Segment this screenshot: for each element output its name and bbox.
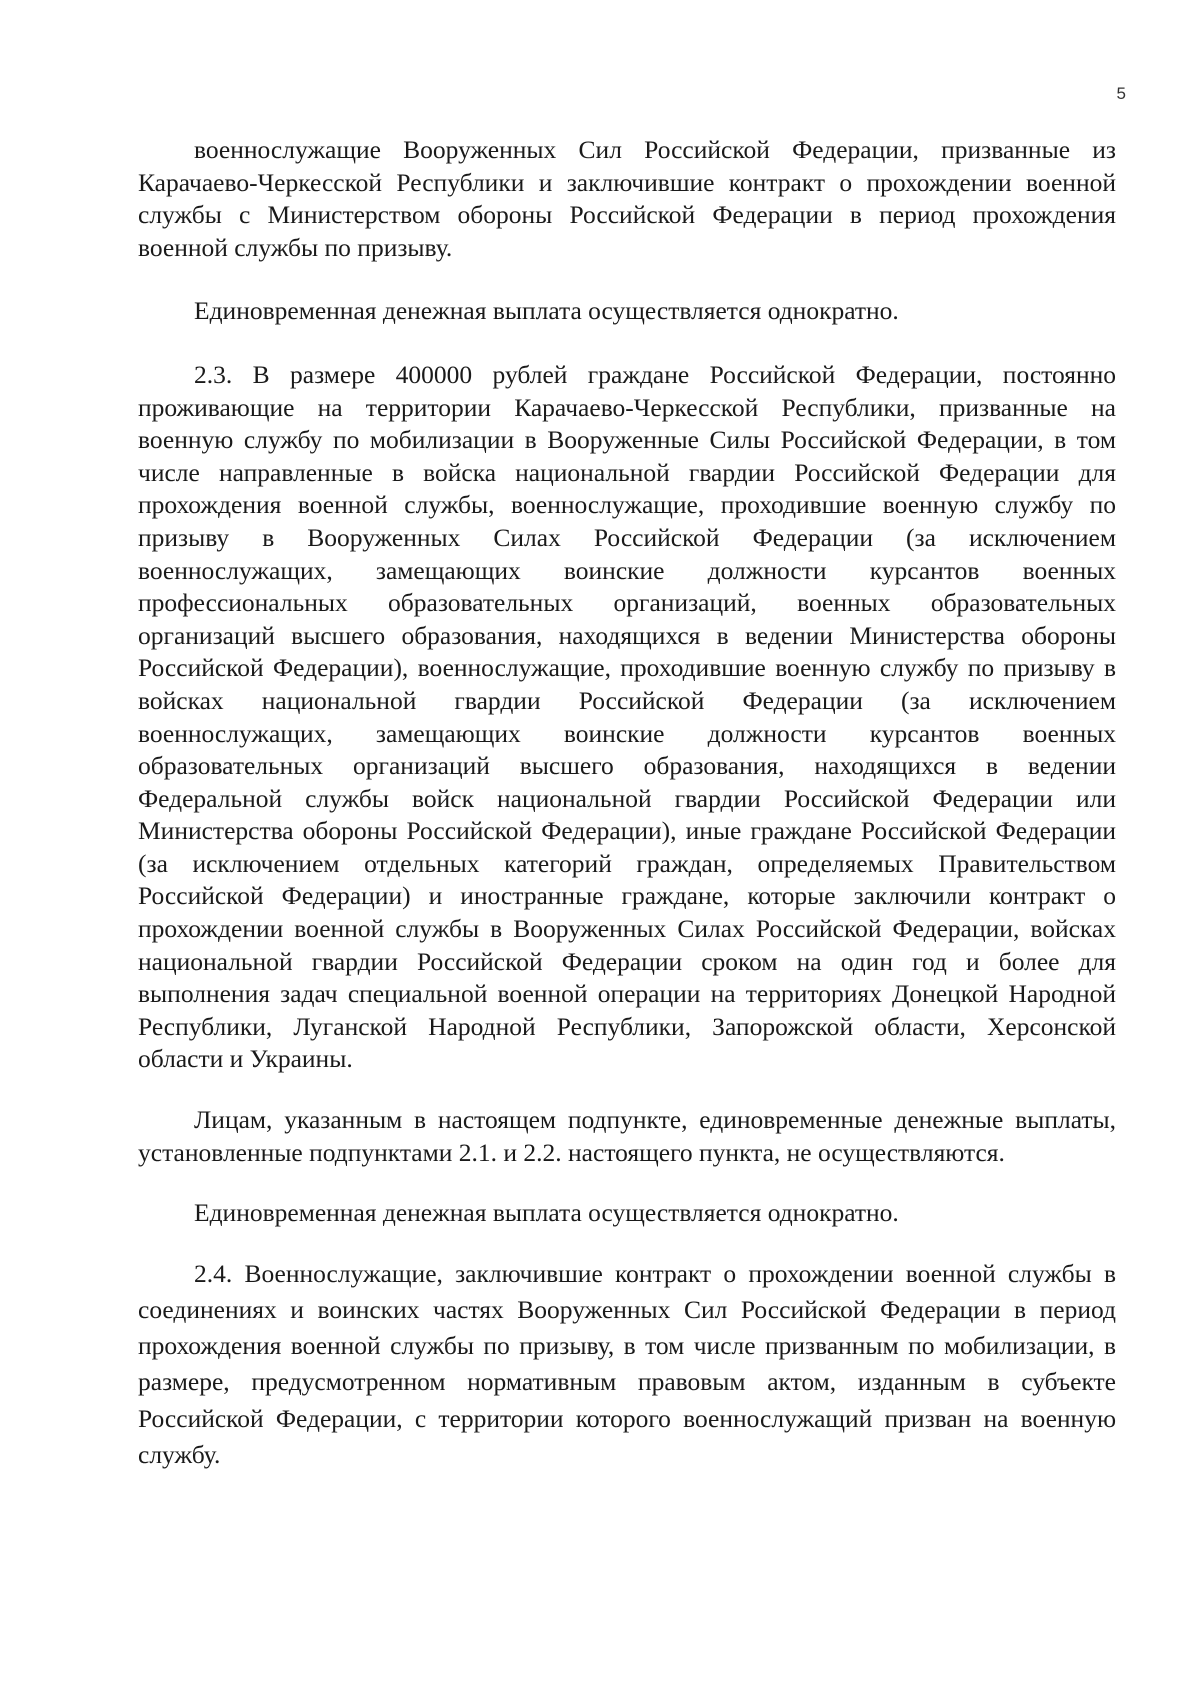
paragraph-clause-2-4: 2.4. Военнослужащие, заключившие контракт о прохождении военной службы в соединениях и воинских частях Вооруженных Сил Российской Федерации в период прохождения военной службы по призыву, в том числе призванным по мобилизации, в размере, предусмотренном нормативным правовым актом, изданным в субъекте Российской Федерации, с территории которого военнослужащий призван на военную службу. bbox=[138, 1258, 1116, 1469]
paragraph-one-time-payment: Единовременная денежная выплата осуществляется однократно. bbox=[194, 296, 899, 326]
page-number: 5 bbox=[1116, 84, 1126, 103]
paragraph-clause-2-3: 2.3. В размере 400000 рублей граждане Российской Федерации, постоянно проживающие на территории Карачаево-Черкесской Республики, призванные на военную службу по мобилизации в Вооруженные Силы Российской Федерации, в том числе направленные в войска национальной гвардии Российской Федерации для прохождения военной службы, военнослужащие, проходившие военную службу по призыву в Вооруженных Силах Российской Федерации (за исключением военнослужащих, замещающих воинские должности курсантов военных профессиональных образовательных организаций, военных образовательных организаций высшего образования, находящихся в ведении Министерства обороны Российской Федерации), военнослужащие, проходившие военную службу по призыву в войсках национальной гвардии Российской Федерации (за исключением военнослужащих, замещающих воинские должности курсантов военных образовательных организаций высшего образования, находящихся в ведении Федеральной службы войск национальной гвардии Российской Федерации или Министерства обороны Российской Федерации), иные граждане Российской Федерации (за исключением отдельных категорий граждан, определяемых Правительством Российской Федерации) и иностранные граждане, которые заключили контракт о прохождении военной службы в Вооруженных Силах Российской Федерации, войсках национальной гвардии Российской Федерации сроком на один год и более для выполнения задач специальной военной операции на территориях Донецкой Народной Республики, Луганской Народной Республики, Запорожской области, Херсонской области и Украины. bbox=[138, 359, 1116, 1074]
paragraph-servicemen-conscripts: военнослужащие Вооруженных Сил Российской Федерации, призванные из Карачаево-Черкесской Республики и заключившие контракт о прохождении военной службы с Министерством обороны Российской Федерации в период прохождения военной службы по призыву. bbox=[138, 135, 1116, 262]
paragraph-one-time-payment-repeat: Единовременная денежная выплата осуществляется однократно. bbox=[194, 1198, 899, 1228]
paragraph-payments-not-made: Лицам, указанным в настоящем подпункте, единовременные денежные выплаты, установленные подпунктами 2.1. и 2.2. настоящего пункта, не осуществляются. bbox=[138, 1105, 1116, 1167]
document-body bbox=[138, 134, 1116, 1473]
